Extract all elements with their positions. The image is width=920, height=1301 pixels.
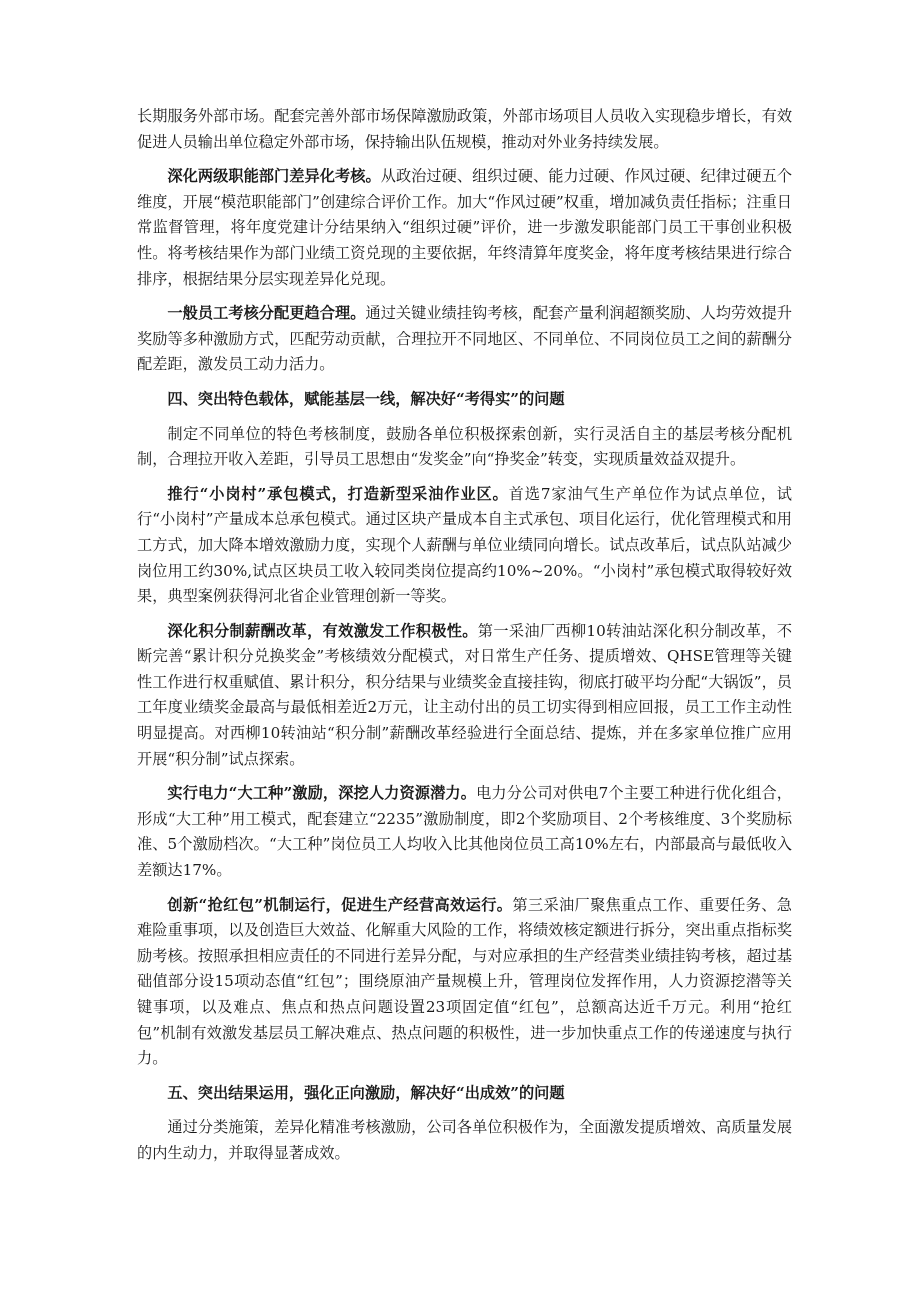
paragraph-lead: 深化两级职能部门差异化考核。 (167, 167, 381, 186)
paragraph-body: 第一采油厂西柳10转油站深化积分制改革，不断完善“累计积分兑换奖金”考核绩效分配模式，对日常生产任务、提质增效、QHSE管理等关键性工作进行权重赋值、累计积分，积分结果与业绩奖金直接挂钩，彻底打破平均分配“大锅饭”，员工年度业绩奖金最高与最低相差近2万元，让主动付出的员工切实得到相应回报，员工工作主动性明显提高。对西柳10转油站“积分制”薪酬改革经验进行全面总结、提炼，并在多家单位推广应用开展“积分制”试点探索。 (137, 621, 793, 768)
document-body (137, 104, 792, 1176)
section-heading: 五、突出结果运用，强化正向激励，解决好“出成效”的问题 (167, 1083, 565, 1102)
paragraph (137, 164, 792, 292)
paragraph-body: 第三采油厂聚焦重点工作、重要任务、急难险重事项，以及创造巨大效益、化解重大风险的工作，将绩效核定额进行拆分，突出重点指标奖励考核。按照承担相应责任的不同进行差异分配，与对应承担的生产经营类业绩挂钩考核，超过基础值部分设15项动态值“红包”；围绕原油产量规模上升，管理岗位发挥作用，人力资源挖潜等关键事项，以及难点、焦点和热点问题设置23项固定值“红包”，总额高达近千万元。利用“抢红包”机制有效激发基层员工解决难点、热点问题的积极性，进一步加快重点工作的传递速度与执行力。 (137, 895, 792, 1068)
paragraph: 制定不同单位的特色考核制度，鼓励各单位积极探索创新，实行灵活自主的基层考核分配机制，合理拉开收入差距，引导员工思想由“发奖金”向“挣奖金”转变，实现质量效益双提升。 (137, 424, 792, 469)
paragraph-lead: 一般员工考核分配更趋合理。 (167, 304, 366, 323)
paragraph: 通过分类施策，差异化精准考核激励，公司各单位积极作为，全面激发提质增效、高质量发展的内生动力，并取得显著成效。 (137, 1118, 792, 1162)
paragraph-lead: 推行“小岗村”承包模式，打造新型采油作业区。 (167, 484, 509, 503)
paragraph (137, 482, 792, 610)
paragraph (137, 619, 792, 773)
paragraph-lead: 创新“抢红包”机制运行，促进生产经营高效运行。 (167, 895, 513, 914)
section-heading: 四、突出特色载体，赋能基层一线，解决好“考得实”的问题 (167, 389, 565, 408)
paragraph (137, 893, 792, 1072)
paragraph-lead: 实行电力“大工种”激励，深挖人力资源潜力。 (167, 784, 477, 803)
paragraph-body: 从政治过硬、组织过硬、能力过硬、作风过硬、纪律过硬五个维度，开展“模范职能部门”创建综合评价工作。加大“作风过硬”权重，增加减负责任指标；注重日常监督管理，将年度党建计分结果纳入“组织过硬”评价，进一步激发职能部门员工干事创业积极性。将考核结果作为部门业绩工资兑现的主要依据，年终清算年度奖金，将年度考核结果进行综合排序，根据结果分层实现差异化兑现。 (137, 167, 793, 288)
paragraph (137, 301, 792, 378)
paragraph-body: 电力分公司对供电7个主要工种进行优化组合，形成“大工种”用工模式，配套建立“2235”激励制度，即2个奖励项目、2个考核维度、3个奖励标准、5个激励档次。“大工种”岗位员工人均收入比其他岗位员工高10%左右，内部最高与最低收入差额达17%。 (137, 784, 792, 880)
paragraph-body: 首选7家油气生产单位作为试点单位，试行“小岗村”产量成本总承包模式。通过区块产量成本自主式承包、项目化运行，优化管理模式和用工方式，加大降本增效激励力度，实现个人薪酬与单位业绩同向增长。试点改革后，试点队站减少岗位用工约30%,试点区块员工收入较同类岗位提高约10%~20%。“小岗村”承包模式取得较好效果，典型案例获得河北省企业管理创新一等奖。 (137, 484, 792, 606)
paragraph: 长期服务外部市场。配套完善外部市场保障激励政策，外部市场项目人员收入实现稳步增长，有效促进人员输出单位稳定外部市场，保持输出队伍规模，推动对外业务持续发展。 (137, 107, 792, 151)
paragraph (137, 781, 792, 883)
paragraph-lead: 深化积分制薪酬改革，有效激发工作积极性。 (167, 621, 478, 640)
paragraph-body: 通过关键业绩挂钩考核，配套产量利润超额奖励、人均劳效提升奖励等多种激励方式，匹配劳动贡献，合理拉开不同地区、不同单位、不同岗位员工之间的薪酬分配差距，激发员工动力活力。 (137, 304, 793, 374)
